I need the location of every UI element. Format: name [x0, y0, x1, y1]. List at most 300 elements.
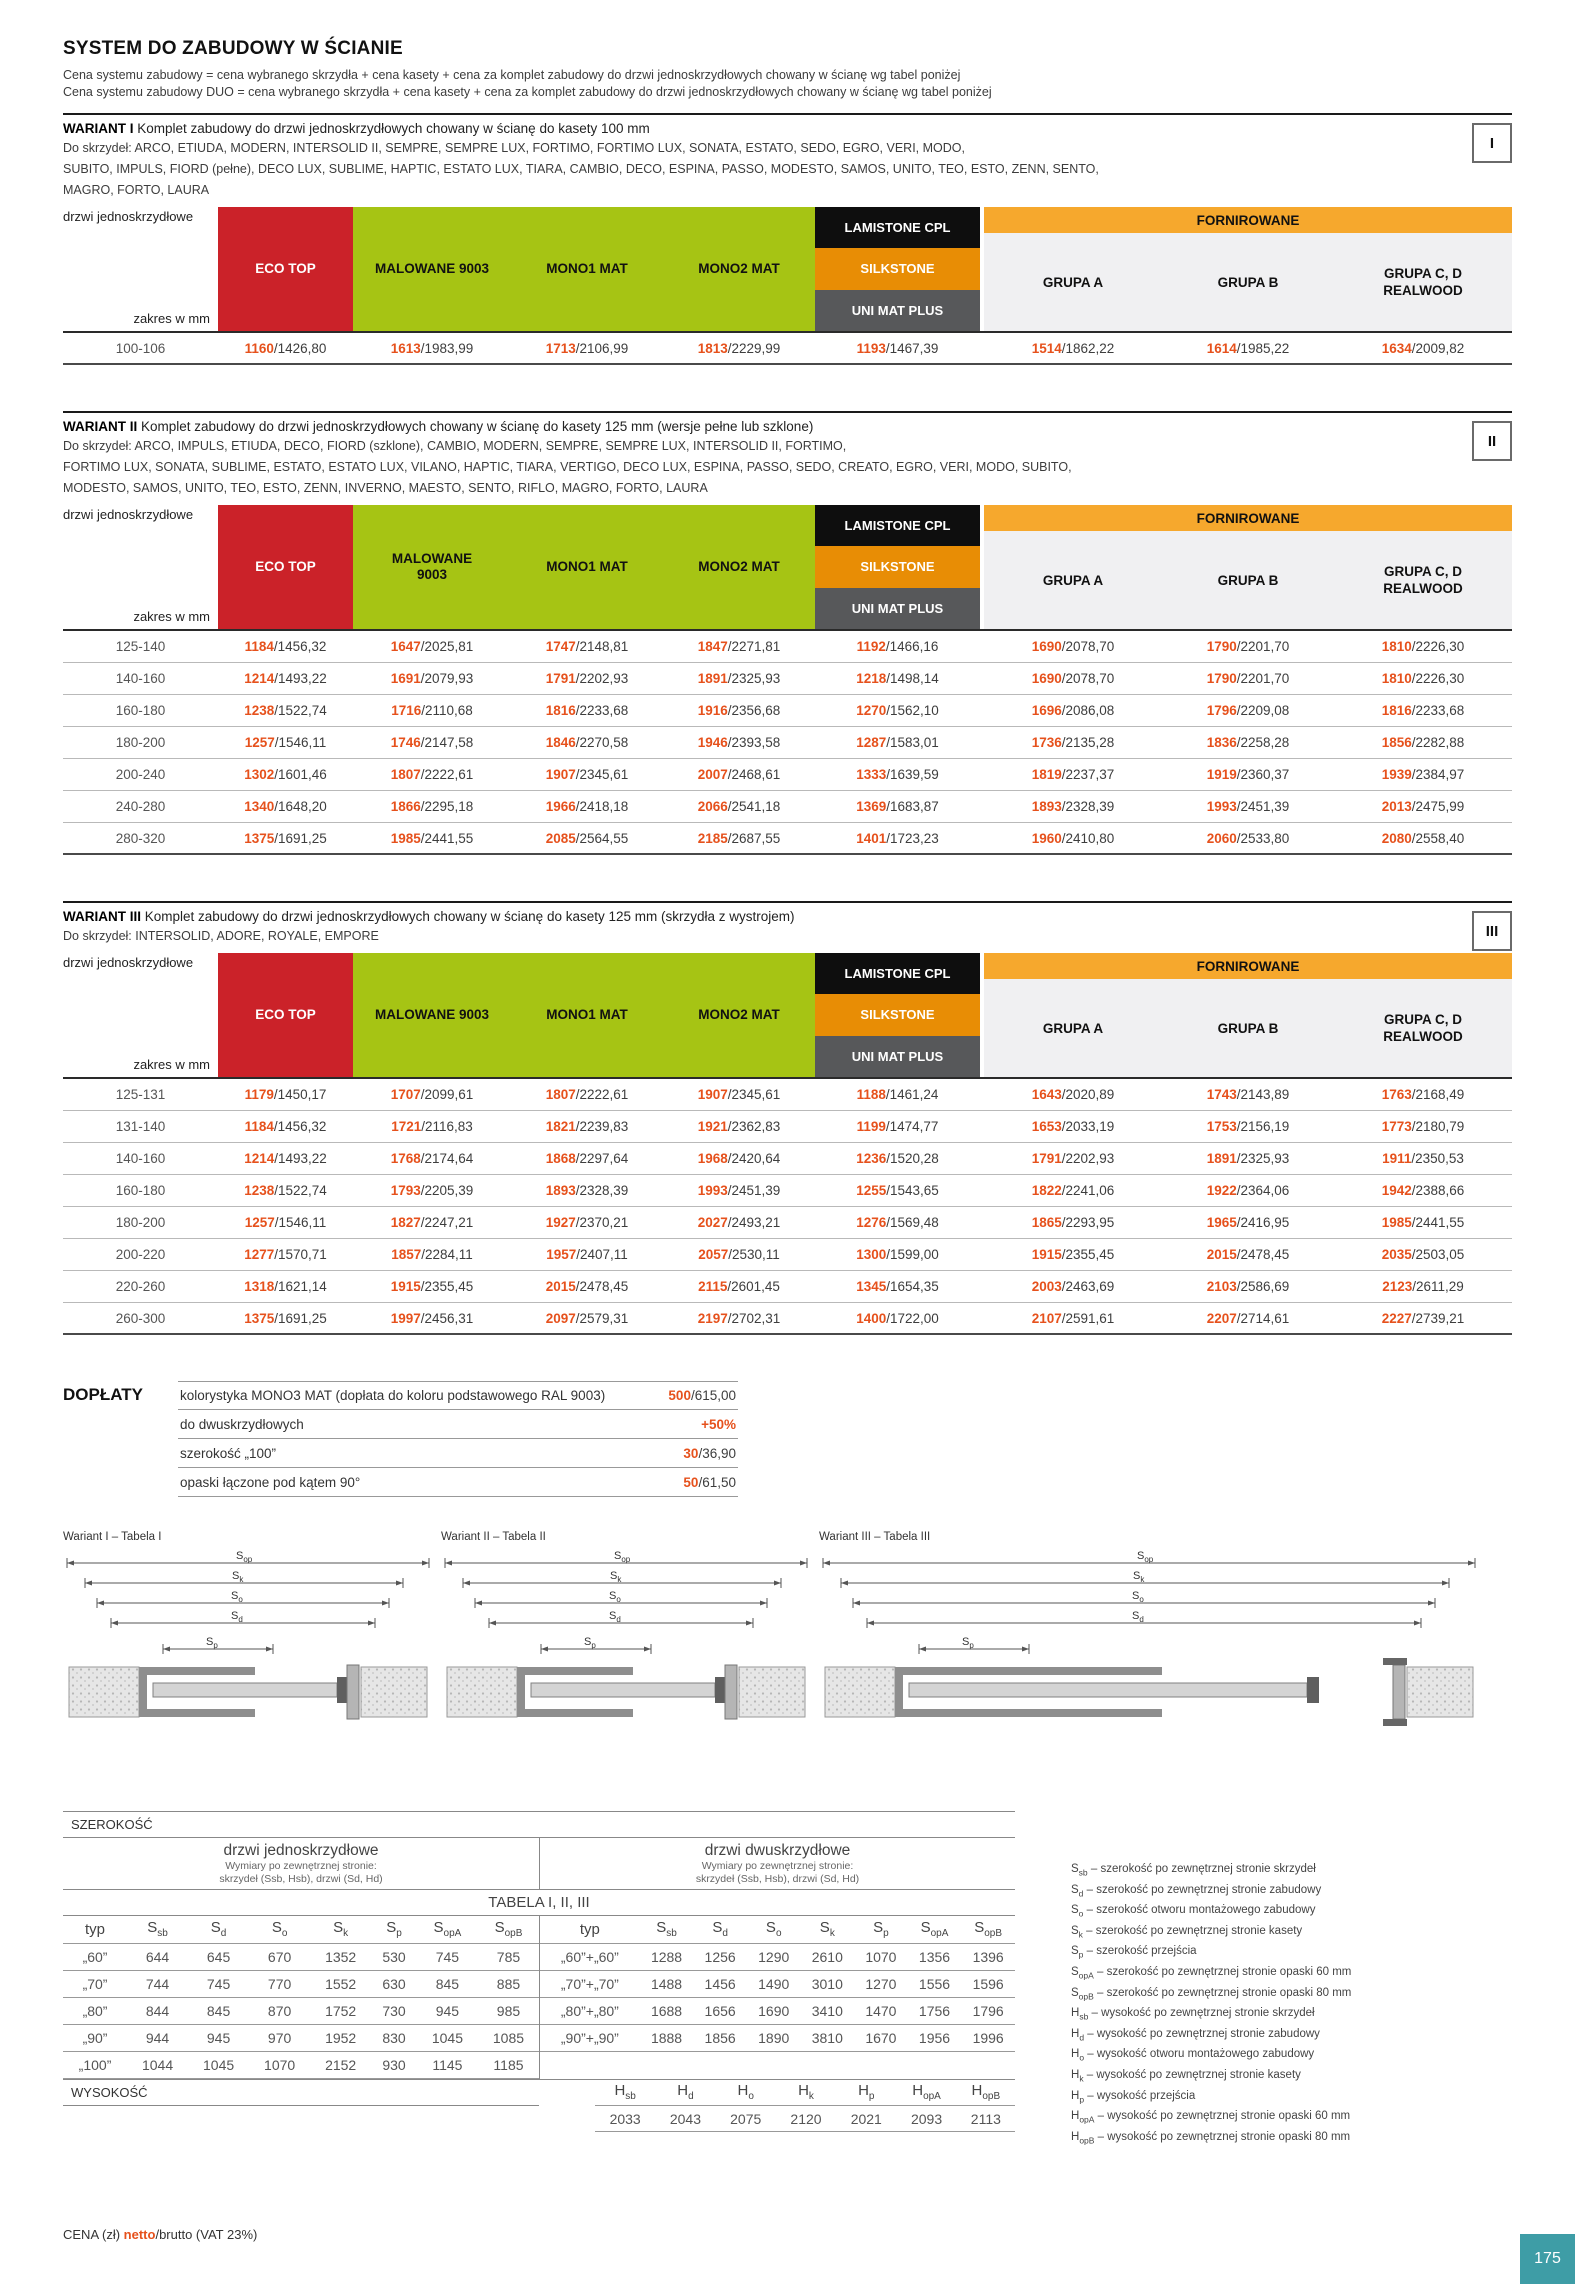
price-cell: 2103 /2586,69: [1206, 1279, 1290, 1294]
variant-badge-III: III: [1472, 911, 1512, 951]
col-header-Ssb: $S_{sb}$: [640, 1916, 694, 1943]
size-cell: 1085: [478, 2024, 539, 2051]
variant-skrzydla-list: [63, 926, 1512, 947]
range-cell: 200-240: [115, 767, 166, 782]
single-door-row: [63, 2024, 539, 2051]
price-cell: 1942 /2388,66: [1381, 1183, 1465, 1198]
doplaty-value: +50%: [701, 1416, 736, 1432]
table-row: [63, 1175, 1512, 1207]
price-cell: 1960 /2410,80: [1031, 830, 1115, 846]
col-header-Hd: $H_d$: [655, 2080, 715, 2106]
price-cell: 1188 /1461,24: [856, 1087, 939, 1102]
svg-text:Sp: $S_p$: [206, 1636, 218, 1650]
size-cell: 1888: [640, 2024, 694, 2051]
price-cell: 1891 /2325,93: [1206, 1151, 1290, 1166]
price-cell: 1736 /2135,28: [1031, 735, 1115, 750]
price-cell: 1238 /1522,74: [244, 703, 327, 718]
price-cell: 1238 /1522,74: [244, 1183, 327, 1198]
price-table: [63, 505, 1512, 855]
price-cell: 1690 /2078,70: [1031, 671, 1115, 686]
price-cell: 1753 /2156,19: [1206, 1119, 1290, 1134]
svg-text:Sk: $S_k$: [232, 1570, 244, 1584]
double-door-row: [540, 1970, 1015, 1997]
diagram-caption: Wariant I – Tabela I: [63, 1531, 162, 1543]
price-cell: 1816 /2233,68: [545, 703, 629, 718]
table-row: [63, 759, 1512, 791]
table-row: [63, 1079, 1512, 1111]
svg-text:So: $S_o$: [1132, 1590, 1144, 1604]
diagram-1: [63, 1531, 433, 1787]
col-header-Hsb: $H_{sb}$: [595, 2080, 655, 2106]
price-cell: 2013 /2475,99: [1381, 799, 1465, 814]
zakres-label: zakres w mm: [133, 311, 210, 326]
size-cell: 1856: [693, 2024, 747, 2051]
price-cell: 1836 /2258,28: [1206, 735, 1290, 750]
size-cell: 1688: [640, 1997, 694, 2024]
price-cell: 1276 /1569,48: [856, 1215, 939, 1230]
price-cell: 1810 /2226,30: [1381, 639, 1465, 654]
price-cell: 1791 /2202,93: [545, 671, 629, 686]
variant-sections: [63, 113, 1512, 1335]
dimension-legend: [1071, 1861, 1512, 2149]
price-cell: 1653 /2033,19: [1031, 1119, 1115, 1134]
table-row: [63, 663, 1512, 695]
table-row: [63, 333, 1512, 365]
size-cell: 1752: [310, 1997, 371, 2024]
price-cell: 2185 /2687,55: [697, 830, 781, 846]
price-cell: 1707 /2099,61: [390, 1087, 474, 1102]
doplaty-title: DOPŁATY: [63, 1385, 143, 1404]
double-door-row: [540, 2024, 1015, 2051]
lamistone-header: LAMISTONE CPL: [815, 953, 980, 994]
size-cell: 1796: [961, 1997, 1015, 2024]
height-values-row: [595, 2106, 1015, 2132]
column-drzwi-label: [63, 953, 218, 1077]
price-cell: 1822 /2241,06: [1031, 1183, 1115, 1198]
svg-text:Sop: $S_{op}$: [614, 1550, 631, 1564]
diagram-drawing: [819, 1547, 1479, 1782]
size-cell: 2610: [801, 1943, 855, 1970]
doplaty-row: [178, 1381, 738, 1410]
column-mono2: MONO2 MAT: [663, 505, 815, 629]
price-cell: 1813 /2229,99: [697, 340, 781, 356]
size-cell: „100”: [63, 2051, 127, 2078]
size-cell: 1670: [854, 2024, 908, 2051]
price-cell: 2115 /2601,45: [698, 1279, 780, 1294]
grupa-a-header: GRUPA A: [1042, 1020, 1104, 1036]
price-cell: 1922 /2364,06: [1206, 1183, 1290, 1198]
size-cell: 770: [249, 1970, 310, 1997]
price-cell: 1743 /2143,89: [1206, 1087, 1290, 1102]
price-cell: 2015 /2478,45: [1206, 1247, 1290, 1262]
price-cell: 1893 /2328,39: [545, 1183, 629, 1198]
lamistone-header: LAMISTONE CPL: [815, 207, 980, 248]
size-cell: 1490: [747, 1970, 801, 1997]
price-cell: 1277 /1570,71: [244, 1247, 327, 1262]
col-header-Hp: $H_p$: [836, 2080, 896, 2106]
size-tables: [63, 1811, 1015, 2149]
price-cell: 1721 /2116,83: [391, 1119, 473, 1134]
price-cell: 1915 /2355,45: [1031, 1247, 1115, 1262]
range-cell: 131-140: [115, 1119, 166, 1134]
variant-heading-rest: Komplet zabudowy do drzwi jednoskrzydłowych chowany w ścianę do kasety 125 mm (wersje pełne lub szklone): [137, 419, 814, 434]
price-table: [63, 207, 1512, 365]
double-door-row: [540, 1997, 1015, 2024]
price-cell: 1985 /2441,55: [390, 830, 474, 846]
table-row: [63, 1207, 1512, 1239]
table-row: [63, 791, 1512, 823]
double-door-row: [540, 1943, 1015, 1970]
size-cell: 1488: [640, 1970, 694, 1997]
price-cell: 1916 /2356,68: [697, 703, 781, 718]
price-table: [63, 953, 1512, 1335]
table-row: [63, 727, 1512, 759]
skrzydla-line: MAGRO, FORTO, LAURA: [63, 183, 210, 197]
svg-text:So: $S_o$: [231, 1590, 243, 1604]
size-cell: 1956: [908, 2024, 962, 2051]
price-cell: 1287 /1583,01: [856, 735, 939, 750]
price-cell: 1985 /2441,55: [1381, 1215, 1465, 1230]
table-row: [63, 1111, 1512, 1143]
zakres-label: zakres w mm: [133, 609, 210, 624]
drzwi-label: drzwi jednoskrzydłowe: [63, 955, 194, 970]
price-cell: 1214 /1493,22: [244, 1151, 327, 1166]
variant-skrzydla-list: [63, 436, 1512, 499]
price-cell: 1690 /2078,70: [1031, 639, 1115, 654]
table-row: [63, 823, 1512, 855]
price-cell: 1713 /2106,99: [545, 340, 629, 356]
price-cell: 1184 /1456,32: [244, 1119, 327, 1134]
size-cell: 744: [127, 1970, 188, 1997]
size-cell: 844: [127, 1997, 188, 2024]
column-mono2: MONO2 MAT: [663, 953, 815, 1077]
col-header-Sk: $S_k$: [801, 1916, 855, 1943]
price-cell: 1997 /2456,31: [390, 1310, 474, 1326]
price-cell: 2197 /2702,31: [697, 1310, 781, 1326]
legend-entry: $S_p$ – szerokość przejścia: [1071, 1945, 1197, 1960]
col-header-Hk: $H_k$: [776, 2080, 836, 2106]
doplaty-row: [178, 1468, 738, 1497]
size-cell: 985: [478, 1997, 539, 2024]
size-cell: 845: [417, 1970, 478, 1997]
diagram-3: [819, 1531, 1479, 1787]
szerokosc-title: SZEROKOŚĆ: [63, 1811, 1015, 1838]
grupa-cd-header: GRUPA C, D REALWOOD: [1383, 1012, 1463, 1044]
size-cell: 1656: [693, 1997, 747, 2024]
size-cell: 730: [371, 1997, 417, 2024]
doplaty-row: [178, 1439, 738, 1468]
column-mono1: MONO1 MAT: [511, 207, 663, 331]
price-cell: 1821 /2239,83: [545, 1119, 629, 1134]
price-cell: 1865 /2293,95: [1031, 1215, 1115, 1230]
price-cell: 1300 /1599,00: [856, 1247, 939, 1262]
grupa-a-header: GRUPA A: [1042, 274, 1104, 290]
single-door-table: [63, 1916, 539, 2079]
height-cell: 2033: [595, 2106, 655, 2132]
price-cell: 1691 /2079,93: [390, 671, 474, 686]
doplaty-value: 500/615,00: [668, 1388, 736, 1403]
doplaty-row: [178, 1410, 738, 1439]
doplaty-section: [63, 1381, 1512, 1497]
skrzydla-line: Do skrzydeł: ARCO, IMPULS, ETIUDA, DECO, FIORD (szklone), CAMBIO, MODERN, SEMPRE, SEMPRE LUX, INTERSOLID II, FORTIMO,: [63, 439, 847, 453]
variant-heading-bold: WARIANT II: [63, 419, 138, 434]
size-table-group-headers: [63, 1838, 1015, 1890]
size-cell: 1185: [478, 2051, 539, 2078]
drzwi-label: drzwi jednoskrzydłowe: [63, 507, 194, 522]
fornirowane-group: [984, 505, 1512, 629]
table-row: [63, 1143, 1512, 1175]
price-table-header: [63, 505, 1512, 631]
single-door-row: [63, 1997, 539, 2024]
column-malowane: MALOWANE 9003: [353, 505, 511, 629]
diagram-caption: Wariant II – Tabela II: [441, 1531, 546, 1543]
doplaty-label: do dwuskrzydłowych: [180, 1416, 304, 1432]
silkstone-header: SILKSTONE: [815, 994, 980, 1035]
diagram-2: [441, 1531, 811, 1787]
size-cell: „90”: [63, 2024, 127, 2051]
price-cell: 1199 /1474,77: [856, 1119, 939, 1134]
size-cell: 745: [188, 1970, 249, 1997]
column-malowane: MALOWANE 9003: [353, 207, 511, 331]
price-cell: 1696 /2086,08: [1031, 703, 1115, 718]
variant-heading-rest: Komplet zabudowy do drzwi jednoskrzydłowych chowany w ścianę do kasety 125 mm (skrzydła z wystrojem): [141, 909, 795, 924]
height-cell: 2021: [836, 2106, 896, 2132]
unimat-header: UNI MAT PLUS: [815, 290, 980, 331]
size-cell: 785: [478, 1943, 539, 1970]
price-cell: 1856 /2282,88: [1381, 735, 1465, 750]
range-cell: 220-260: [115, 1279, 166, 1294]
size-cell: „90”+„90”: [540, 2024, 640, 2051]
col-header-typ: typ: [63, 1916, 127, 1943]
skrzydla-line: Do skrzydeł: ARCO, ETIUDA, MODERN, INTERSOLID II, SEMPRE, SEMPRE LUX, FORTIMO, FORTIMO LUX, SONATA, ESTATO, SEDO, EGRO, VERI, MODO,: [63, 141, 965, 155]
svg-text:Sd: $S_d$: [231, 1610, 243, 1624]
range-cell: 200-220: [115, 1247, 166, 1262]
column-drzwi-label: [63, 505, 218, 629]
variant-section-II: [63, 411, 1512, 855]
silkstone-header: SILKSTONE: [815, 546, 980, 587]
height-cell: 2120: [776, 2106, 836, 2132]
range-cell: 160-180: [115, 1183, 166, 1198]
svg-text:Sop: $S_{op}$: [1137, 1550, 1154, 1564]
grupa-columns: [984, 979, 1512, 1077]
price-table-header: [63, 953, 1512, 1079]
price-cell: 1647 /2025,81: [390, 639, 474, 654]
height-cell: 2075: [716, 2106, 776, 2132]
col-header-Sd: $S_d$: [188, 1916, 249, 1943]
column-drzwi-label: [63, 207, 218, 331]
price-cell: 1514 /1862,22: [1031, 340, 1115, 356]
range-cell: 125-131: [115, 1087, 166, 1102]
diagram-caption: Wariant III – Tabela III: [819, 1531, 931, 1543]
legend-entry: $H_{sb}$ – wysokość po zewnętrznej stronie skrzydeł: [1071, 2007, 1315, 2022]
size-cell: 944: [127, 2024, 188, 2051]
legend-entry: $H_{opB}$ – wysokość po zewnętrznej stronie opaski 80 mm: [1071, 2130, 1351, 2146]
price-cell: 1915 /2355,45: [390, 1279, 474, 1294]
price-cell: 1846 /2270,58: [545, 735, 629, 750]
size-cell: 885: [478, 1970, 539, 1997]
price-cell: 1927 /2370,21: [545, 1215, 629, 1230]
netto-label: netto: [123, 2227, 156, 2242]
range-cell: 280-320: [115, 830, 166, 846]
size-cell: 970: [249, 2024, 310, 2051]
col-header-Sp: $S_p$: [854, 1916, 908, 1943]
size-cell: 1552: [310, 1970, 371, 1997]
diagram-drawing: [63, 1547, 433, 1782]
legend-entry: $H_p$ – wysokość przejścia: [1071, 2089, 1196, 2104]
grupa-b-header: GRUPA B: [1217, 1020, 1279, 1036]
column-lamistone-silkstone-unimat: [815, 953, 980, 1077]
wysokosc-title: WYSOKOŚĆ: [63, 2080, 539, 2106]
price-cell: 1193 /1467,39: [856, 340, 939, 356]
size-cell: 1356: [908, 1943, 962, 1970]
price-cell: 1807 /2222,61: [390, 767, 474, 782]
size-cell: „60”+„60”: [540, 1943, 640, 1970]
size-cell: 630: [371, 1970, 417, 1997]
size-cell: 530: [371, 1943, 417, 1970]
size-cell: „80”+„80”: [540, 1997, 640, 2024]
col-header-typ: typ: [540, 1916, 640, 1943]
price-cell: 2027 /2493,21: [697, 1215, 781, 1230]
price-cell: 1966 /2418,18: [545, 799, 629, 814]
grupa-columns: [984, 233, 1512, 331]
fornirowane-header: FORNIROWANE: [984, 953, 1512, 979]
size-cell: 1070: [249, 2051, 310, 2078]
price-cell: 1911 /2350,53: [1382, 1151, 1464, 1166]
price-cell: 1796 /2209,08: [1206, 703, 1290, 718]
legend-entry: $S_k$ – szerokość po zewnętrznej stronie kasety: [1071, 1924, 1303, 1940]
price-cell: 2007 /2468,61: [697, 767, 781, 782]
price-cell: 1968 /2420,64: [697, 1151, 781, 1166]
size-cell: 830: [371, 2024, 417, 2051]
range-cell: 140-160: [115, 671, 166, 686]
table-row: [63, 1303, 1512, 1335]
price-cell: 1375 /1691,25: [244, 1310, 327, 1326]
legend-entry: $H_k$ – wysokość po zewnętrznej stronie kasety: [1071, 2068, 1301, 2084]
size-table-columns: [63, 1916, 1015, 2079]
range-cell: 180-200: [115, 1215, 166, 1230]
price-cell: 1965 /2416,95: [1206, 1215, 1290, 1230]
range-cell: 125-140: [115, 639, 166, 654]
svg-text:Sk: $S_k$: [610, 1570, 622, 1584]
price-cell: 2107 /2591,61: [1031, 1310, 1115, 1326]
size-cell: 1044: [127, 2051, 188, 2078]
single-door-header: drzwi jednoskrzydłowe Wymiary po zewnętrznej stronie: skrzydeł (Ssb, Hsb), drzwi (Sd, Hd): [219, 1842, 383, 1885]
price-cell: 1643 /2020,89: [1031, 1087, 1115, 1102]
price-cell: 1236 /1520,28: [856, 1151, 939, 1166]
price-cell: 1946 /2393,58: [697, 735, 781, 750]
single-door-row: [63, 1970, 539, 1997]
single-door-row: [63, 2051, 539, 2078]
range-cell: 100-106: [115, 340, 166, 356]
column-mono2: MONO2 MAT: [663, 207, 815, 331]
size-cell: 870: [249, 1997, 310, 2024]
table-row: [63, 695, 1512, 727]
single-door-row: [63, 1943, 539, 1970]
size-cell: 1470: [854, 1997, 908, 2024]
price-cell: 1763 /2168,49: [1381, 1087, 1465, 1102]
variant-badge-I: I: [1472, 123, 1512, 163]
drzwi-label: drzwi jednoskrzydłowe: [63, 209, 194, 224]
col-header-SopA: $S_{opA}$: [908, 1916, 962, 1943]
variant-badge-II: II: [1472, 421, 1512, 461]
size-cell: 1596: [961, 1970, 1015, 1997]
page-number-badge: 175: [1520, 2234, 1575, 2284]
price-cell: 2123 /2611,29: [1382, 1279, 1464, 1294]
price-cell: 2057 /2530,11: [698, 1247, 780, 1262]
size-cell: 1256: [693, 1943, 747, 1970]
price-cell: 1160 /1426,80: [244, 340, 327, 356]
size-cell: „70”: [63, 1970, 127, 1997]
price-cell: 2080 /2558,40: [1381, 830, 1465, 846]
price-cell: 1791 /2202,93: [1031, 1151, 1115, 1166]
price-cell: 1716 /2110,68: [391, 703, 473, 718]
price-cell: 1746 /2147,58: [390, 735, 474, 750]
price-cell: 1214 /1493,22: [244, 671, 327, 686]
diagram-drawing: [441, 1547, 811, 1782]
col-header-SopB: $S_{opB}$: [478, 1916, 539, 1943]
col-header-So: $S_o$: [249, 1916, 310, 1943]
skrzydla-line: SUBITO, IMPULS, FIORD (pełne), DECO LUX, SUBLIME, HAPTIC, ESTATO LUX, TIARA, CAMBIO, DECO, ESPINA, PASSO, MODESTO, SAMOS, UNITO, TEO, ESTO, ZENN, SENTO,: [63, 162, 1099, 176]
price-cell: 1184 /1456,32: [244, 639, 327, 654]
size-cell: 1070: [854, 1943, 908, 1970]
wysokosc-row: [63, 2079, 1015, 2133]
height-cell: 2043: [655, 2106, 715, 2132]
price-cell: 1773 /2180,79: [1381, 1119, 1465, 1134]
size-cell: 1756: [908, 1997, 962, 2024]
unimat-header: UNI MAT PLUS: [815, 1036, 980, 1077]
skrzydla-line: Do skrzydeł: INTERSOLID, ADORE, ROYALE, EMPORE: [63, 929, 379, 943]
doplaty-value: 50/61,50: [683, 1474, 736, 1490]
price-footnote: CENA (zł) netto/brutto (VAT 23%): [63, 2227, 258, 2242]
size-cell: 3010: [801, 1970, 855, 1997]
col-header-HopA: $H_{opA}$: [896, 2080, 956, 2106]
size-cell: 645: [188, 1943, 249, 1970]
svg-text:Sop: $S_{op}$: [236, 1550, 253, 1564]
price-cell: 1270 /1562,10: [856, 703, 939, 718]
price-cell: 1400 /1722,00: [856, 1310, 939, 1326]
legend-entry: $H_{opA}$ – wysokość po zewnętrznej stronie opaski 60 mm: [1071, 2110, 1351, 2125]
double-door-header: drzwi dwuskrzydłowe Wymiary po zewnętrznej stronie: skrzydeł (Ssb, Hsb), drzwi (Sd, Hd): [539, 1838, 1015, 1889]
size-cell: 845: [188, 1997, 249, 2024]
price-cell: 2066 /2541,18: [697, 799, 781, 814]
price-cell: 1907 /2345,61: [545, 767, 629, 782]
diagrams-row: [63, 1531, 1512, 1787]
grupa-a-header: GRUPA A: [1042, 572, 1104, 588]
size-cell: 1996: [961, 2024, 1015, 2051]
column-mono1: MONO1 MAT: [511, 953, 663, 1077]
col-header-Sk: $S_k$: [310, 1916, 371, 1943]
grupa-b-header: GRUPA B: [1217, 572, 1279, 588]
size-cell: 670: [249, 1943, 310, 1970]
col-header-So: $S_o$: [747, 1916, 801, 1943]
price-cell: 1891 /2325,93: [697, 671, 781, 686]
column-lamistone-silkstone-unimat: [815, 505, 980, 629]
price-cell: 1192 /1466,16: [856, 639, 939, 654]
legend-entry: $S_{sb}$ – szerokość po zewnętrznej stronie skrzydeł: [1071, 1863, 1316, 1878]
col-header-Ho: $H_o$: [716, 2080, 776, 2106]
price-cell: 1847 /2271,81: [697, 639, 781, 654]
price-cell: 2003 /2463,69: [1031, 1279, 1115, 1294]
price-cell: 2060 /2533,80: [1206, 830, 1290, 846]
size-cell: 945: [417, 1997, 478, 2024]
variant-skrzydla-list: [63, 138, 1512, 201]
legend-entry: $S_o$ – szerokość otworu montażowego zabudowy: [1071, 1904, 1316, 1919]
price-cell: 1790 /2201,70: [1206, 671, 1290, 686]
double-door-table: [539, 1916, 1015, 2079]
fornirowane-group: [984, 953, 1512, 1077]
price-cell: 1369 /1683,87: [856, 799, 939, 814]
dimensions-section: [63, 1811, 1512, 2149]
